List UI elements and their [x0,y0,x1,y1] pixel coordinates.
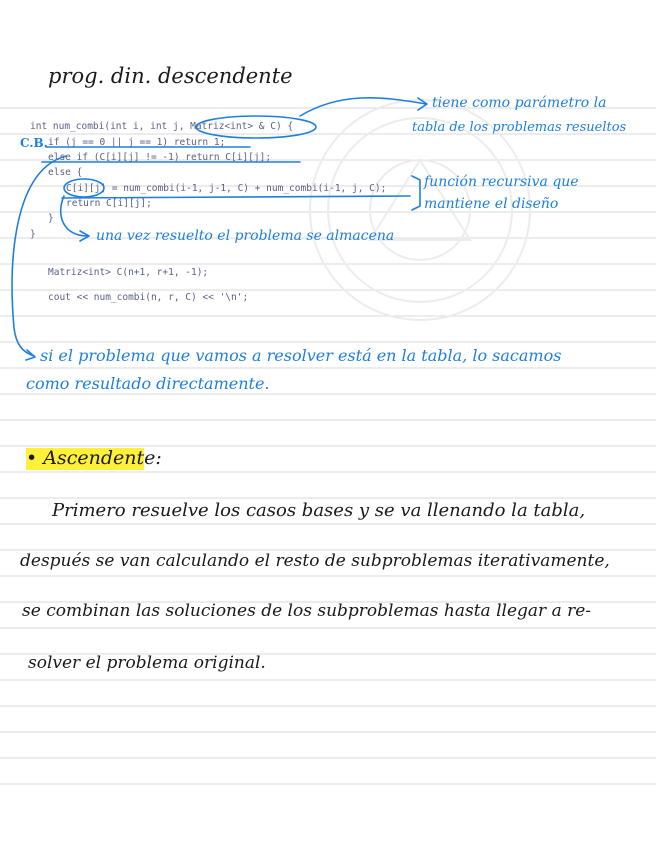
code-line-6: return C[i][j]; [66,198,152,209]
ascendente-line-4: solver el problema original. [28,653,266,673]
ascendente-heading: • Ascendente: [26,447,162,469]
code-line-7: } [48,213,54,224]
code-line-9: Matriz<int> C(n+1, r+1, -1); [48,267,209,278]
note-recursive-line-1: función recursiva que [424,174,579,190]
ascendente-line-3: se combinan las soluciones de los subproblemas hasta llegar a re- [22,601,592,621]
note-param-line-1: tiene como parámetro la [432,95,607,111]
note-lookup-line-1: si el problema que vamos a resolver está en la tabla, lo sacamos [40,346,562,365]
code-line-8: } [30,229,36,240]
note-lookup-line-2: como resultado directamente. [26,374,270,393]
code-line-4: else { [48,167,83,178]
note-store: una vez resuelto el problema se almacena [96,228,395,244]
code-line-1: int num_combi(int i, int j, Matriz<int> & C) { [30,121,294,132]
note-param-line-2: tabla de los problemas resueltos [412,120,627,135]
ascendente-line-1: Primero resuelve los casos bases y se va llenando la tabla, [52,500,586,521]
page-title: prog. din. descendente [48,64,293,88]
code-line-2: if (j == 0 || j == 1) return 1; [48,137,226,148]
cb-label: C.B. [20,136,48,150]
code-line-10: cout << num_combi(n, r, C) << '\n'; [48,292,249,303]
ascendente-line-2: después se van calculando el resto de subproblemas iterativamente, [20,551,610,571]
code-line-3: else if (C[i][j] != -1) return C[i][j]; [48,152,272,163]
note-recursive-line-2: mantiene el diseño [424,196,559,212]
code-line-5: C[i][j] = num_combi(i-1, j-1, C) + num_combi(i-1, j, C); [66,183,387,194]
